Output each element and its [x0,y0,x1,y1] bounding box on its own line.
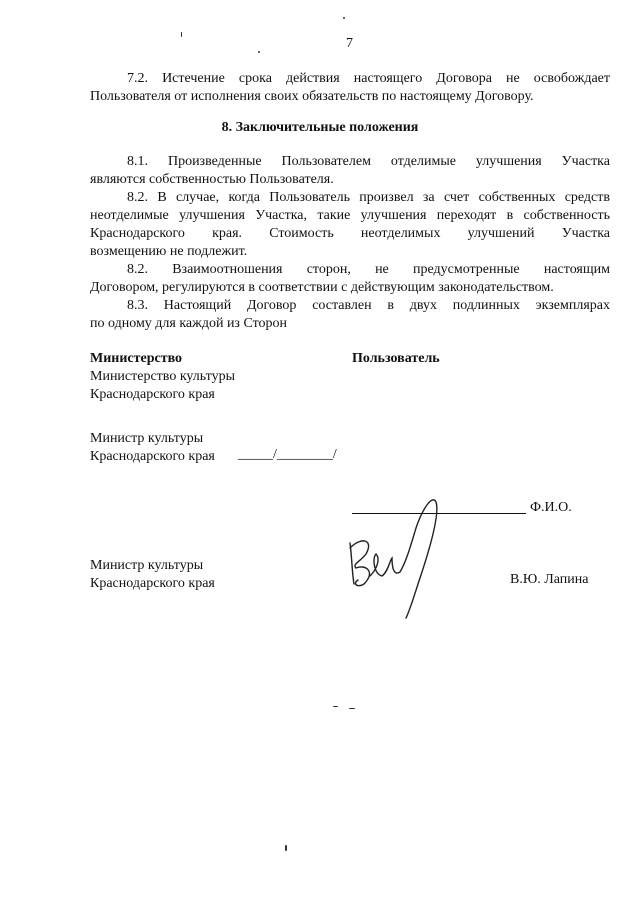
clause-7-2-line1: 7.2. Истечение срока действия настоящего Договора не освобождает [127,71,610,86]
clause-8-3-line1: 8.3. Настоящий Договор составлен в двух подлинных экземплярах [127,298,610,313]
clause-8-1-line1: 8.1. Произведенные Пользователем отделимые улучшения Участка [127,154,610,169]
clause-8-1-line2: являются собственностью Пользователя. [90,172,334,187]
minister-signature-line: _____/________/ [238,447,337,462]
scan-mark [333,706,338,707]
minister-title-line2: Краснодарского края [90,449,215,464]
clause-8-2-line4: возмещению не подлежит. [90,244,248,259]
fio-label: Ф.И.О. [530,500,572,515]
ministry-name-line1: Министерство культуры [90,369,235,384]
scan-mark [258,51,260,53]
minister2-title-line2: Краснодарского края [90,576,215,591]
clause-7-2-line2: Пользователя от исполнения своих обязательств по настоящему Договору. [90,89,534,104]
clause-8-2b-line1: 8.2. Взаимоотношения сторон, не предусмотренные настоящим [127,262,610,277]
clause-8-2-line1: 8.2. В случае, когда Пользователь произвел за счет собственных средств [127,190,610,205]
scan-mark [343,17,345,19]
ministry-heading: Министерство [90,351,183,366]
scan-mark [285,845,287,851]
ministry-name-line2: Краснодарского края [90,387,215,402]
scan-mark [181,32,182,37]
page-number: 7 [346,36,353,51]
clause-8-2-line2: неотделимые улучшения Участка, такие улучшения переходят в собственность [90,208,610,223]
clause-8-3-line2: по одному для каждой из Сторон [90,316,288,331]
clause-8-2-line3: Краснодарского края. Стоимость неотделимых улучшений Участка [90,226,610,241]
section-8-heading: 8. Заключительные положения [221,120,419,135]
user-heading: Пользователь [352,351,440,366]
minister-title-line1: Министр культуры [90,431,204,446]
scan-mark [349,708,355,709]
signatory-name: В.Ю. Лапина [510,572,589,587]
minister2-title-line1: Министр культуры [90,558,204,573]
handwritten-signature [340,488,450,628]
clause-8-2b-line2: Договором, регулируются в соответствии с действующим законодательством. [90,280,554,295]
